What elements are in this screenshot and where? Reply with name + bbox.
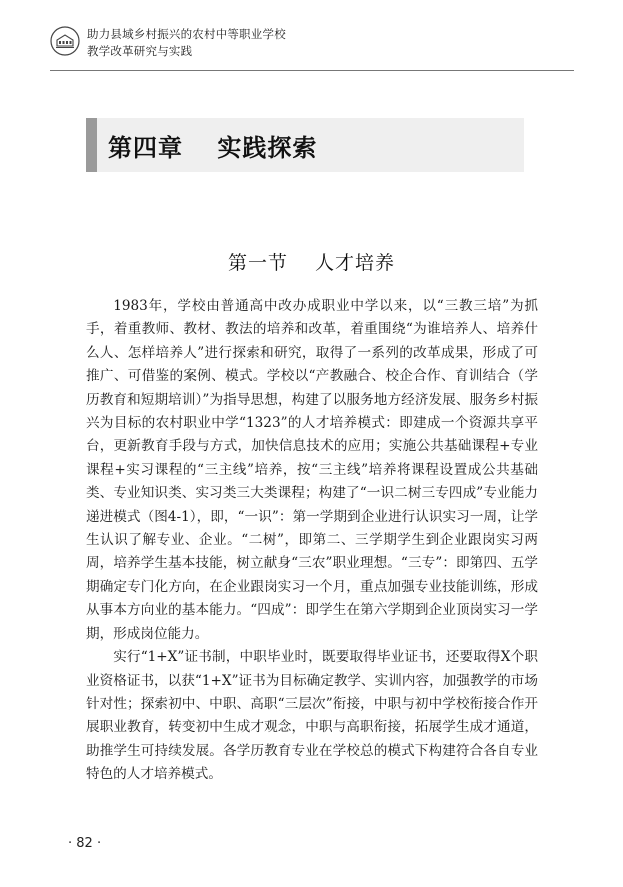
page-number: · 82 · xyxy=(68,836,102,851)
chapter-accent-bar xyxy=(86,118,97,172)
header-title-line-1: 助力县域乡村振兴的农村中等职业学校 xyxy=(87,27,286,41)
paragraph: 1983年，学校由普通高中改办成职业中学以来，以“三教三培”为抓手，着重教师、教材、教法的培养和改革，着重围绕“为谁培养人、培养什么人、怎样培养人”进行探索和研究，取得了一系列的改革成果，形成了可推广、可借鉴的案例、模式。学校以“产教融合、校企合作、育训结合（学历教育和短期培训）”为指导思想，构建了以服务地方经济发展、服务乡村振兴为目标的农村职业中学“1323”的人才培养模式：即建成一个资源共享平台，更新教育手段与方式，加快信息技术的应用；实施公共基础课程+专业课程+实习课程的“三主线”培养，按“三主线”培养将课程设置成公共基础类、专业知识类、实习类三大类课程；构建了“一识二树三专四成”专业能力递进模式（图4-1），即，“一识”：第一学期到企业进行认识实习一周，让学生认识了解专业、企业。“二树”，即第二、三学期学生到企业跟岗实习两周，培养学生基本技能，树立献身“三农”职业理想。“三专”：即第四、五学期确定专门化方向，在企业跟岗实习一个月，重点加强专业技能训练，形成从事本方向业的基本能力。“四成”：即学生在第六学期到企业顶岗实习一学期，形成岗位能力。 xyxy=(86,298,538,642)
paragraph: 实行“1+X”证书制，中职毕业时，既要取得毕业证书，还要取得X个职业资格证书，以获“1+X”证书为目标确定教学、实训内容，加强教学的市场针对性；探索初中、中职、高职“三层次”衔接，中职与初中学校衔接合作开展职业教育，转变初中生成才观念，中职与高职衔接，拓展学生成才通道，助推学生可持续发展。各学历教育专业在学校总的模式下构建符合各自专业特色的人才培养模式。 xyxy=(86,649,538,783)
running-header xyxy=(50,24,590,64)
body-text xyxy=(86,295,538,787)
header-title-line-2: 教学改革研究与实践 xyxy=(87,44,193,58)
school-building-icon xyxy=(50,26,80,56)
chapter-title: 第四章 实践探索 xyxy=(108,133,318,162)
section-title: 第一节 人才培养 xyxy=(227,252,396,274)
header-divider xyxy=(50,70,574,71)
